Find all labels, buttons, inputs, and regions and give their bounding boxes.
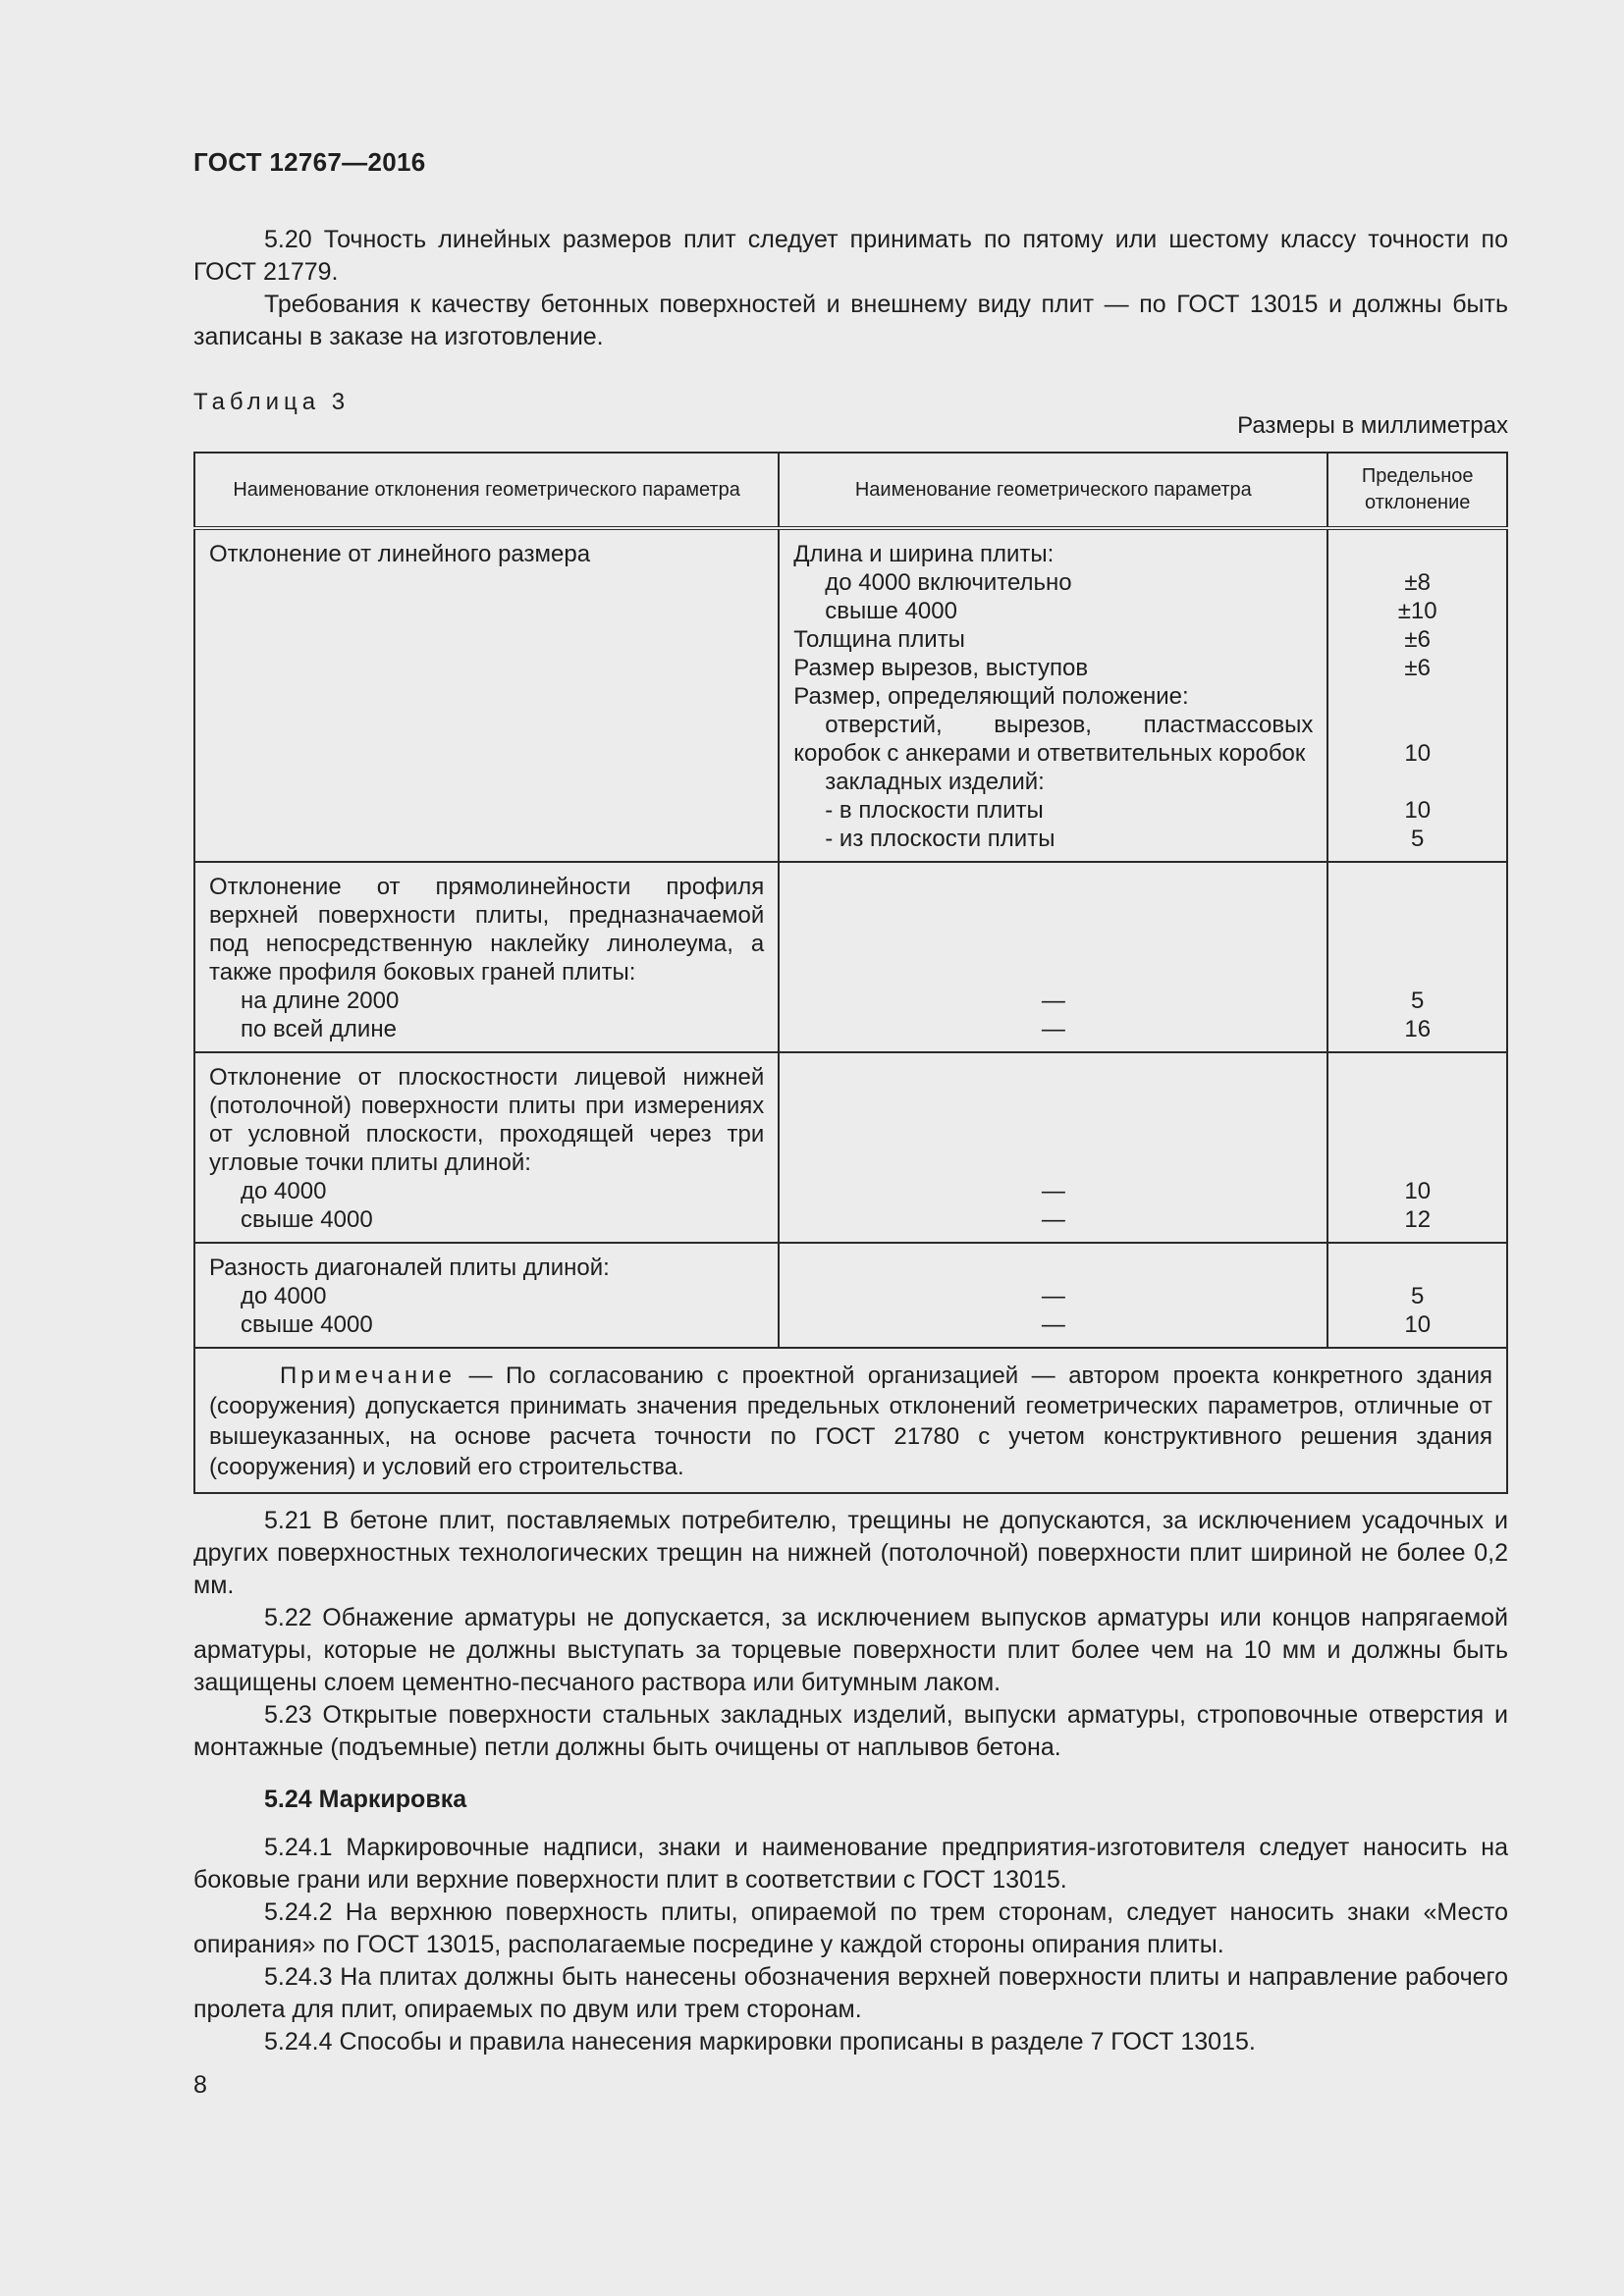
value-cell: 5 bbox=[1411, 1283, 1425, 1309]
param-line: отверстий, вырезов, пластмассовых коробок с анкерами и ответвительных коробок bbox=[793, 712, 1314, 767]
value-cell: 10 bbox=[1404, 740, 1432, 767]
table-note bbox=[194, 1348, 1507, 1493]
value-cell bbox=[1342, 682, 1492, 711]
row3-subitem: до 4000 bbox=[241, 1178, 327, 1204]
paragraph-5-23: 5.23 Открытые поверхности стальных закладных изделий, выпуски арматуры, строповочные отверстия и монтажные (подъемные) петли должны быть очищены от наплывов бетона. bbox=[193, 1701, 1508, 1761]
row2-subitem: по всей длине bbox=[241, 1016, 397, 1042]
marking-section bbox=[193, 1784, 1508, 1816]
top-paragraphs bbox=[193, 224, 1508, 353]
value-cell: 16 bbox=[1404, 1016, 1432, 1042]
paragraph-5-22: 5.22 Обнажение арматуры не допускается, за исключением выпусков арматуры или концов напрягаемой арматуры, которые не должны выступать за торцевые поверхности плит более чем на 10 мм и должны быть защищены слоем цементно-песчаного раствора или битумным лаком. bbox=[193, 1604, 1508, 1696]
param-line: до 4000 включительно bbox=[825, 569, 1072, 596]
paragraph-quality-requirements: Требования к качеству бетонных поверхностей и внешнему виду плит — по ГОСТ 13015 и должны быть записаны в заказе на изготовление. bbox=[193, 291, 1508, 350]
table-header-row bbox=[194, 453, 1507, 528]
table-row bbox=[194, 1243, 1507, 1348]
param-line: Длина и ширина плиты: bbox=[793, 541, 1055, 567]
row1-deviation bbox=[194, 528, 779, 862]
value-cell: 5 bbox=[1411, 988, 1425, 1014]
param-line: - из плоскости плиты bbox=[825, 826, 1056, 852]
marking-paragraphs bbox=[193, 1832, 1508, 2058]
dash-cell: — bbox=[1041, 1206, 1065, 1233]
dash-cell: — bbox=[1041, 988, 1065, 1014]
row1-deviation-text: Отклонение от линейного размера bbox=[209, 541, 591, 567]
param-line: Размер вырезов, выступов bbox=[793, 655, 1089, 681]
row1-params bbox=[779, 528, 1327, 862]
value-cell bbox=[1342, 768, 1492, 796]
page-number: 8 bbox=[193, 2071, 207, 2099]
note-label: Примечание bbox=[280, 1362, 456, 1389]
value-cell: ±8 bbox=[1404, 569, 1431, 596]
paragraph-5-24-4: 5.24.4 Способы и правила нанесения маркировки прописаны в разделе 7 ГОСТ 13015. bbox=[264, 2028, 1256, 2056]
value-cell: ±6 bbox=[1404, 626, 1431, 653]
dash-cell: — bbox=[1041, 1016, 1065, 1042]
table-units: Размеры в миллиметрах bbox=[1237, 412, 1508, 439]
row3-deviation-text: Отклонение от плоскостности лицевой нижней (потолочной) поверхности плиты при измерениях от условной плоскости, проходящей через три угловые точки плиты длиной: bbox=[209, 1064, 765, 1176]
row4-params bbox=[779, 1243, 1327, 1348]
dash-cell: — bbox=[1041, 1311, 1065, 1338]
value-cell: 12 bbox=[1404, 1206, 1432, 1233]
table-row bbox=[194, 528, 1507, 862]
row4-deviation bbox=[194, 1243, 779, 1348]
header-limit-deviation: Предельное отклонение bbox=[1327, 453, 1507, 528]
dash-cell: — bbox=[1041, 1178, 1065, 1204]
value-cell bbox=[1342, 711, 1492, 739]
value-cell: ±6 bbox=[1404, 655, 1431, 681]
value-cell: 10 bbox=[1404, 797, 1432, 824]
value-cell: 5 bbox=[1411, 826, 1425, 852]
row2-params bbox=[779, 862, 1327, 1052]
value-cell: 10 bbox=[1404, 1178, 1432, 1204]
bottom-paragraphs bbox=[193, 1505, 1508, 1764]
row4-subitem: свыше 4000 bbox=[241, 1311, 373, 1338]
header-parameter-name: Наименование геометрического параметра bbox=[779, 453, 1327, 528]
param-line: закладных изделий: bbox=[825, 769, 1045, 795]
section-title-marking: 5.24 Маркировка bbox=[264, 1786, 467, 1813]
paragraph-5-20: 5.20 Точность линейных размеров плит следует принимать по пятому или шестому классу точности по ГОСТ 21779. bbox=[193, 226, 1508, 286]
row2-deviation bbox=[194, 862, 779, 1052]
row4-subitem: до 4000 bbox=[241, 1283, 327, 1309]
dash-cell: — bbox=[1041, 1283, 1065, 1309]
document-code-header: ГОСТ 12767—2016 bbox=[193, 147, 426, 177]
header-deviation-name: Наименование отклонения геометрического параметра bbox=[194, 453, 779, 528]
note-text: — По согласованию с проектной организацией — автором проекта конкретного здания (сооружения) допускается принимать значения предельных отклонений геометрических параметров, отличные от вышеуказанных, на основе расчета точности по ГОСТ 21780 с учетом конструктивного решения здания (сооружения) и условий его строительства. bbox=[209, 1362, 1492, 1480]
table-caption: Таблица 3 bbox=[193, 389, 351, 415]
paragraph-5-24-1: 5.24.1 Маркировочные надписи, знаки и наименование предприятия-изготовителя следует наносить на боковые грани или верхние поверхности плит в соответствии с ГОСТ 13015. bbox=[193, 1834, 1508, 1894]
row4-deviation-text: Разность диагоналей плиты длиной: bbox=[209, 1255, 610, 1281]
paragraph-5-24-2: 5.24.2 На верхнюю поверхность плиты, опираемой по трем сторонам, следует наносить знаки «Место опирания» по ГОСТ 13015, располагаемые посредине у каждой стороны опирания плиты. bbox=[193, 1898, 1508, 1958]
row2-deviation-text: Отклонение от прямолинейности профиля верхней поверхности плиты, предназначаемой под непосредственную наклейку линолеума, а также профиля боковых граней плиты: bbox=[209, 874, 765, 986]
row2-values bbox=[1327, 862, 1507, 1052]
param-line: Размер, определяющий положение: bbox=[793, 683, 1189, 710]
paragraph-5-24-3: 5.24.3 На плитах должны быть нанесены обозначения верхней поверхности плиты и направление рабочего пролета для плит, опираемых по двум или трем сторонам. bbox=[193, 1963, 1508, 2023]
paragraph-5-21: 5.21 В бетоне плит, поставляемых потребителю, трещины не допускаются, за исключением усадочных и других поверхностных технологических трещин на нижней (потолочной) поверхности плит шириной не более 0,2 мм. bbox=[193, 1507, 1508, 1599]
row3-deviation bbox=[194, 1052, 779, 1243]
value-cell: 10 bbox=[1404, 1311, 1432, 1338]
row2-subitem: на длине 2000 bbox=[241, 988, 400, 1014]
table-note-row bbox=[194, 1348, 1507, 1493]
param-line: свыше 4000 bbox=[825, 598, 957, 624]
row3-values bbox=[1327, 1052, 1507, 1243]
table-row bbox=[194, 862, 1507, 1052]
table-row bbox=[194, 1052, 1507, 1243]
value-cell bbox=[1342, 540, 1492, 568]
row1-values bbox=[1327, 528, 1507, 862]
param-line: Толщина плиты bbox=[793, 626, 965, 653]
row3-params bbox=[779, 1052, 1327, 1243]
deviations-table bbox=[193, 452, 1508, 1494]
row4-values bbox=[1327, 1243, 1507, 1348]
value-cell: ±10 bbox=[1397, 598, 1437, 624]
param-line: - в плоскости плиты bbox=[825, 797, 1044, 824]
row3-subitem: свыше 4000 bbox=[241, 1206, 373, 1233]
